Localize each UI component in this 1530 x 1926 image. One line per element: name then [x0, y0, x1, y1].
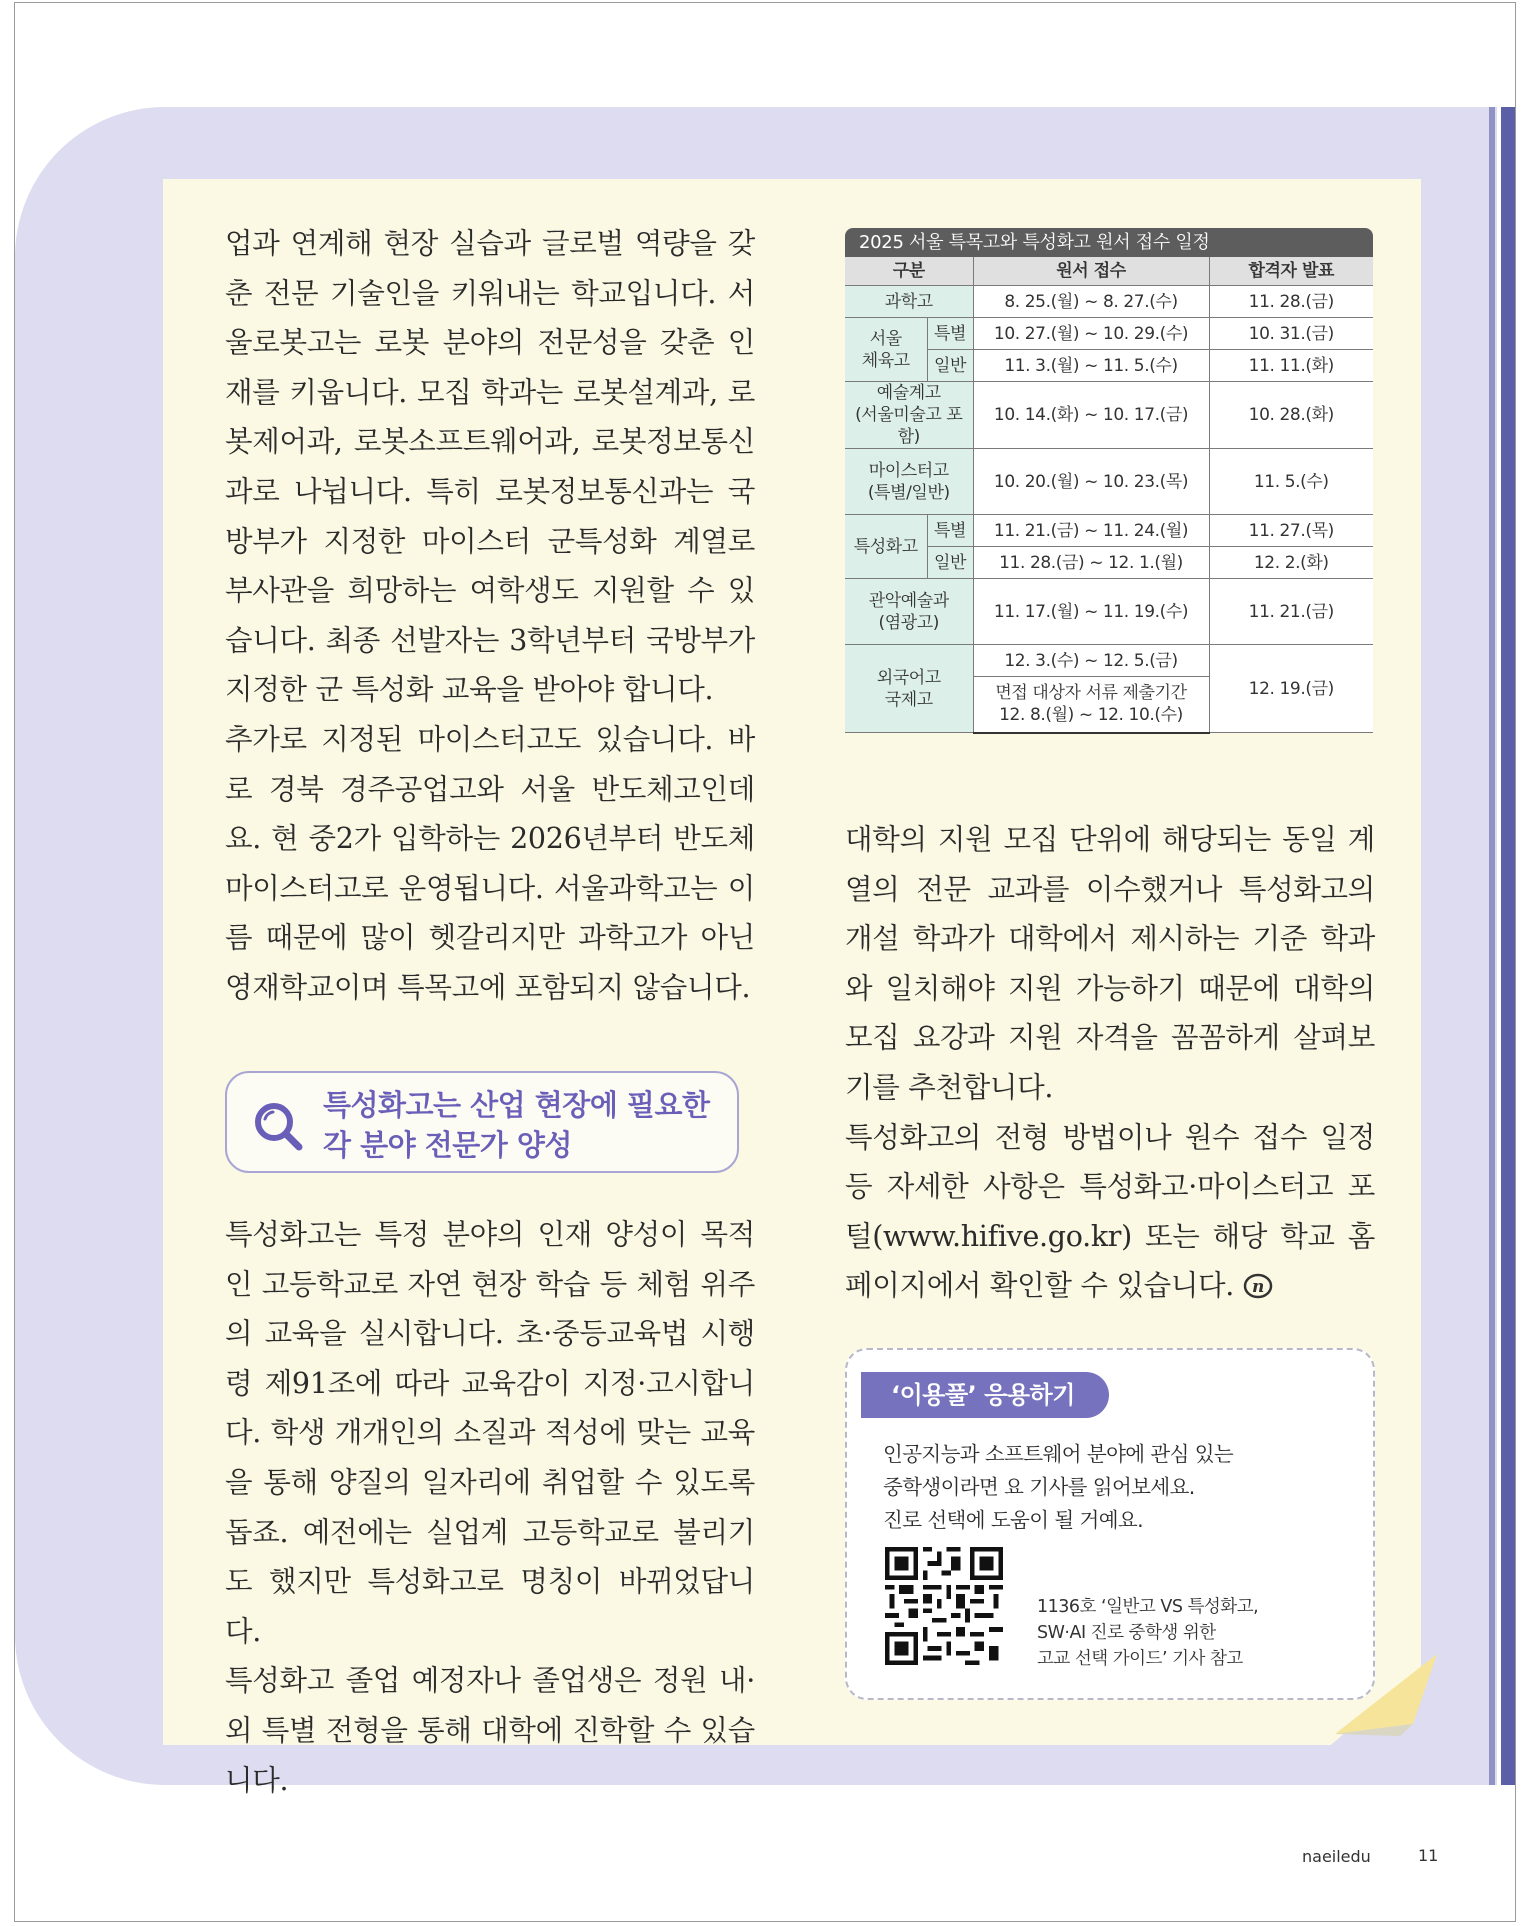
paragraph-text: 특성화고의 전형 방법이나 원수 접수 일정 등 자세한 사항은 특성화고·마이스터고 포털(www.hifive.go.kr) 또는 해당 학교 홈페이지에서 확인할 수 있습니다.	[845, 1120, 1375, 1303]
reference-line: 1136호 ‘일반고 VS 특성화고,	[1037, 1597, 1259, 1617]
note-box	[845, 1348, 1375, 1700]
category-line: 국제고	[884, 689, 933, 710]
callout-line: 각 분야 전문가 양성	[323, 1128, 572, 1162]
apply-period: 10. 27.(월) ~ 10. 29.(수)	[973, 318, 1209, 350]
header-apply: 원서 접수	[973, 257, 1209, 286]
row-category	[845, 645, 973, 733]
table-row	[845, 579, 1373, 645]
schedule-table	[845, 257, 1373, 734]
right-column	[845, 815, 1375, 1311]
category-line: 예술계고	[876, 383, 941, 403]
qr-code[interactable]	[885, 1547, 1003, 1665]
row-subcategory: 특별	[927, 318, 973, 350]
table-row	[845, 449, 1373, 515]
apply-line: 12. 8.(월) ~ 12. 10.(수)	[999, 705, 1183, 726]
category-line: (염광고)	[878, 612, 940, 633]
row-category: 특성화고	[845, 515, 927, 579]
result-date: 11. 5.(수)	[1209, 449, 1373, 515]
apply-period: 11. 28.(금) ~ 12. 1.(월)	[973, 547, 1209, 579]
row-subcategory: 일반	[927, 350, 973, 382]
apply-period: 10. 14.(화) ~ 10. 17.(금)	[973, 382, 1209, 449]
apply-line: 면접 대상자 서류 제출기간	[995, 683, 1187, 704]
footer-site: naeiledu	[1302, 1847, 1371, 1866]
row-category	[845, 579, 973, 645]
row-subcategory: 일반	[927, 547, 973, 579]
end-mark-icon	[1243, 1273, 1273, 1299]
note-label: ‘이용풀’ 응용하기	[861, 1372, 1109, 1418]
row-category	[845, 449, 973, 515]
header-result: 합격자 발표	[1209, 257, 1373, 286]
paragraph: 대학의 지원 모집 단위에 해당되는 동일 계열의 전문 교과를 이수했거나 특성화고의 개설 학과가 대학에서 제시하는 기준 학과와 일치해야 지원 가능하기 때문에 대학의 모집 요강과 지원 자격을 꼼꼼하게 살펴보기를 추천합니다.	[845, 823, 1375, 1104]
section-callout	[225, 1071, 739, 1173]
edge-stripe-light	[1489, 107, 1495, 1785]
apply-period: 8. 25.(월) ~ 8. 27.(수)	[973, 286, 1209, 318]
table-header-row	[845, 257, 1373, 286]
result-date: 12. 19.(금)	[1209, 645, 1373, 733]
paragraph: 특성화고는 특정 분야의 인재 양성이 목적인 고등학교로 자연 현장 학습 등 체험 위주의 교육을 실시합니다. 초·중등교육법 시행령 제91조에 따라 교육감이 지정·고시합니다. 학생 개개인의 소질과 적성에 맞는 교육을 통해 양질의 일자리에 취업할 수 있도록 돕죠. 예전에는 실업계 고등학교로 불리기도 했지만 특성화고로 명칭이 바뀌었답니다.	[225, 1218, 755, 1648]
category-line: 외국어고	[876, 667, 941, 688]
apply-period: 10. 20.(월) ~ 10. 23.(목)	[973, 449, 1209, 515]
apply-period: 11. 17.(월) ~ 11. 19.(수)	[973, 579, 1209, 645]
result-date: 12. 2.(화)	[1209, 547, 1373, 579]
category-line: 체육고	[861, 350, 910, 371]
result-date: 11. 28.(금)	[1209, 286, 1373, 318]
table-title: 2025 서울 특목고와 특성화고 원서 접수 일정	[845, 228, 1373, 257]
category-line: 관악예술과	[868, 590, 949, 611]
paragraph: 추가로 지정된 마이스터고도 있습니다. 바로 경북 경주공업고와 서울 반도체고인데요. 현 중2가 입학하는 2026년부터 반도체 마이스터고로 운영됩니다. 서울과학고는 이름 때문에 많이 헷갈리지만 과학고가 아닌 영재학교이며 특목고에 포함되지 않습니다.	[225, 722, 755, 1004]
note-line: 중학생이라면 요 기사를 읽어보세요.	[883, 1475, 1195, 1499]
result-date: 10. 31.(금)	[1209, 318, 1373, 350]
result-date: 11. 21.(금)	[1209, 579, 1373, 645]
result-date: 10. 28.(화)	[1209, 382, 1373, 449]
category-line: 마이스터고	[868, 460, 949, 481]
edge-stripe-dark	[1501, 107, 1516, 1785]
table-row	[845, 515, 1373, 547]
row-category: 과학고	[845, 286, 973, 318]
reference-line: SW·AI 진로 중학생 위한	[1037, 1623, 1216, 1643]
note-text	[883, 1438, 1233, 1537]
paragraph: 업과 연계해 현장 실습과 글로벌 역량을 갖춘 전문 기술인을 키워내는 학교입니다. 서울로봇고는 로봇 분야의 전문성을 갖춘 인재를 키웁니다. 모집 학과는 로봇설계과, 로봇제어과, 로봇소프트웨어과, 로봇정보통신과로 나뉩니다. 특히 로봇정보통신과는 국방부가 지정한 마이스터 군특성화 계열로 부사관을 희망하는 여학생도 지원할 수 있습니다. 최종 선발자는 3학년부터 국방부가 지정한 군 특성화 교육을 받아야 합니다.	[225, 227, 755, 707]
page-curl-decoration	[1325, 1654, 1437, 1750]
header-category: 구분	[845, 257, 973, 286]
category-line: (특별/일반)	[867, 482, 950, 503]
reference-line: 고교 선택 가이드’ 기사 참고	[1037, 1649, 1243, 1669]
row-subcategory: 특별	[927, 515, 973, 547]
paragraph: 특성화고 졸업 예정자나 졸업생은 정원 내·외 특별 전형을 통해 대학에 진학할 수 있습니다.	[225, 1664, 755, 1797]
page-number: 11	[1418, 1846, 1439, 1865]
reference-text	[1037, 1594, 1258, 1672]
apply-period	[973, 677, 1209, 733]
note-line: 인공지능과 소프트웨어 분야에 관심 있는	[883, 1442, 1234, 1466]
result-date: 11. 11.(화)	[1209, 350, 1373, 382]
table-row	[845, 286, 1373, 318]
callout-line: 특성화고는 산업 현장에 필요한	[323, 1088, 710, 1122]
note-line: 진로 선택에 도움이 될 거예요.	[883, 1508, 1144, 1532]
end-mark-letter: n	[1251, 1277, 1264, 1298]
apply-period: 12. 3.(수) ~ 12. 5.(금)	[973, 645, 1209, 677]
callout-heading	[323, 1085, 709, 1165]
category-line: 서울	[869, 328, 902, 349]
result-date: 11. 27.(목)	[1209, 515, 1373, 547]
paragraph	[845, 1113, 1375, 1311]
table-row	[845, 645, 1373, 677]
apply-period: 11. 3.(월) ~ 11. 5.(수)	[973, 350, 1209, 382]
table-row	[845, 318, 1373, 350]
left-column-top	[225, 219, 755, 1013]
table-row	[845, 382, 1373, 449]
apply-period: 11. 21.(금) ~ 11. 24.(월)	[973, 515, 1209, 547]
left-column-bottom	[225, 1210, 755, 1805]
search-icon	[251, 1099, 305, 1153]
category-line: (서울미술고 포함)	[855, 405, 963, 447]
row-category	[845, 318, 927, 382]
row-category	[845, 382, 973, 449]
